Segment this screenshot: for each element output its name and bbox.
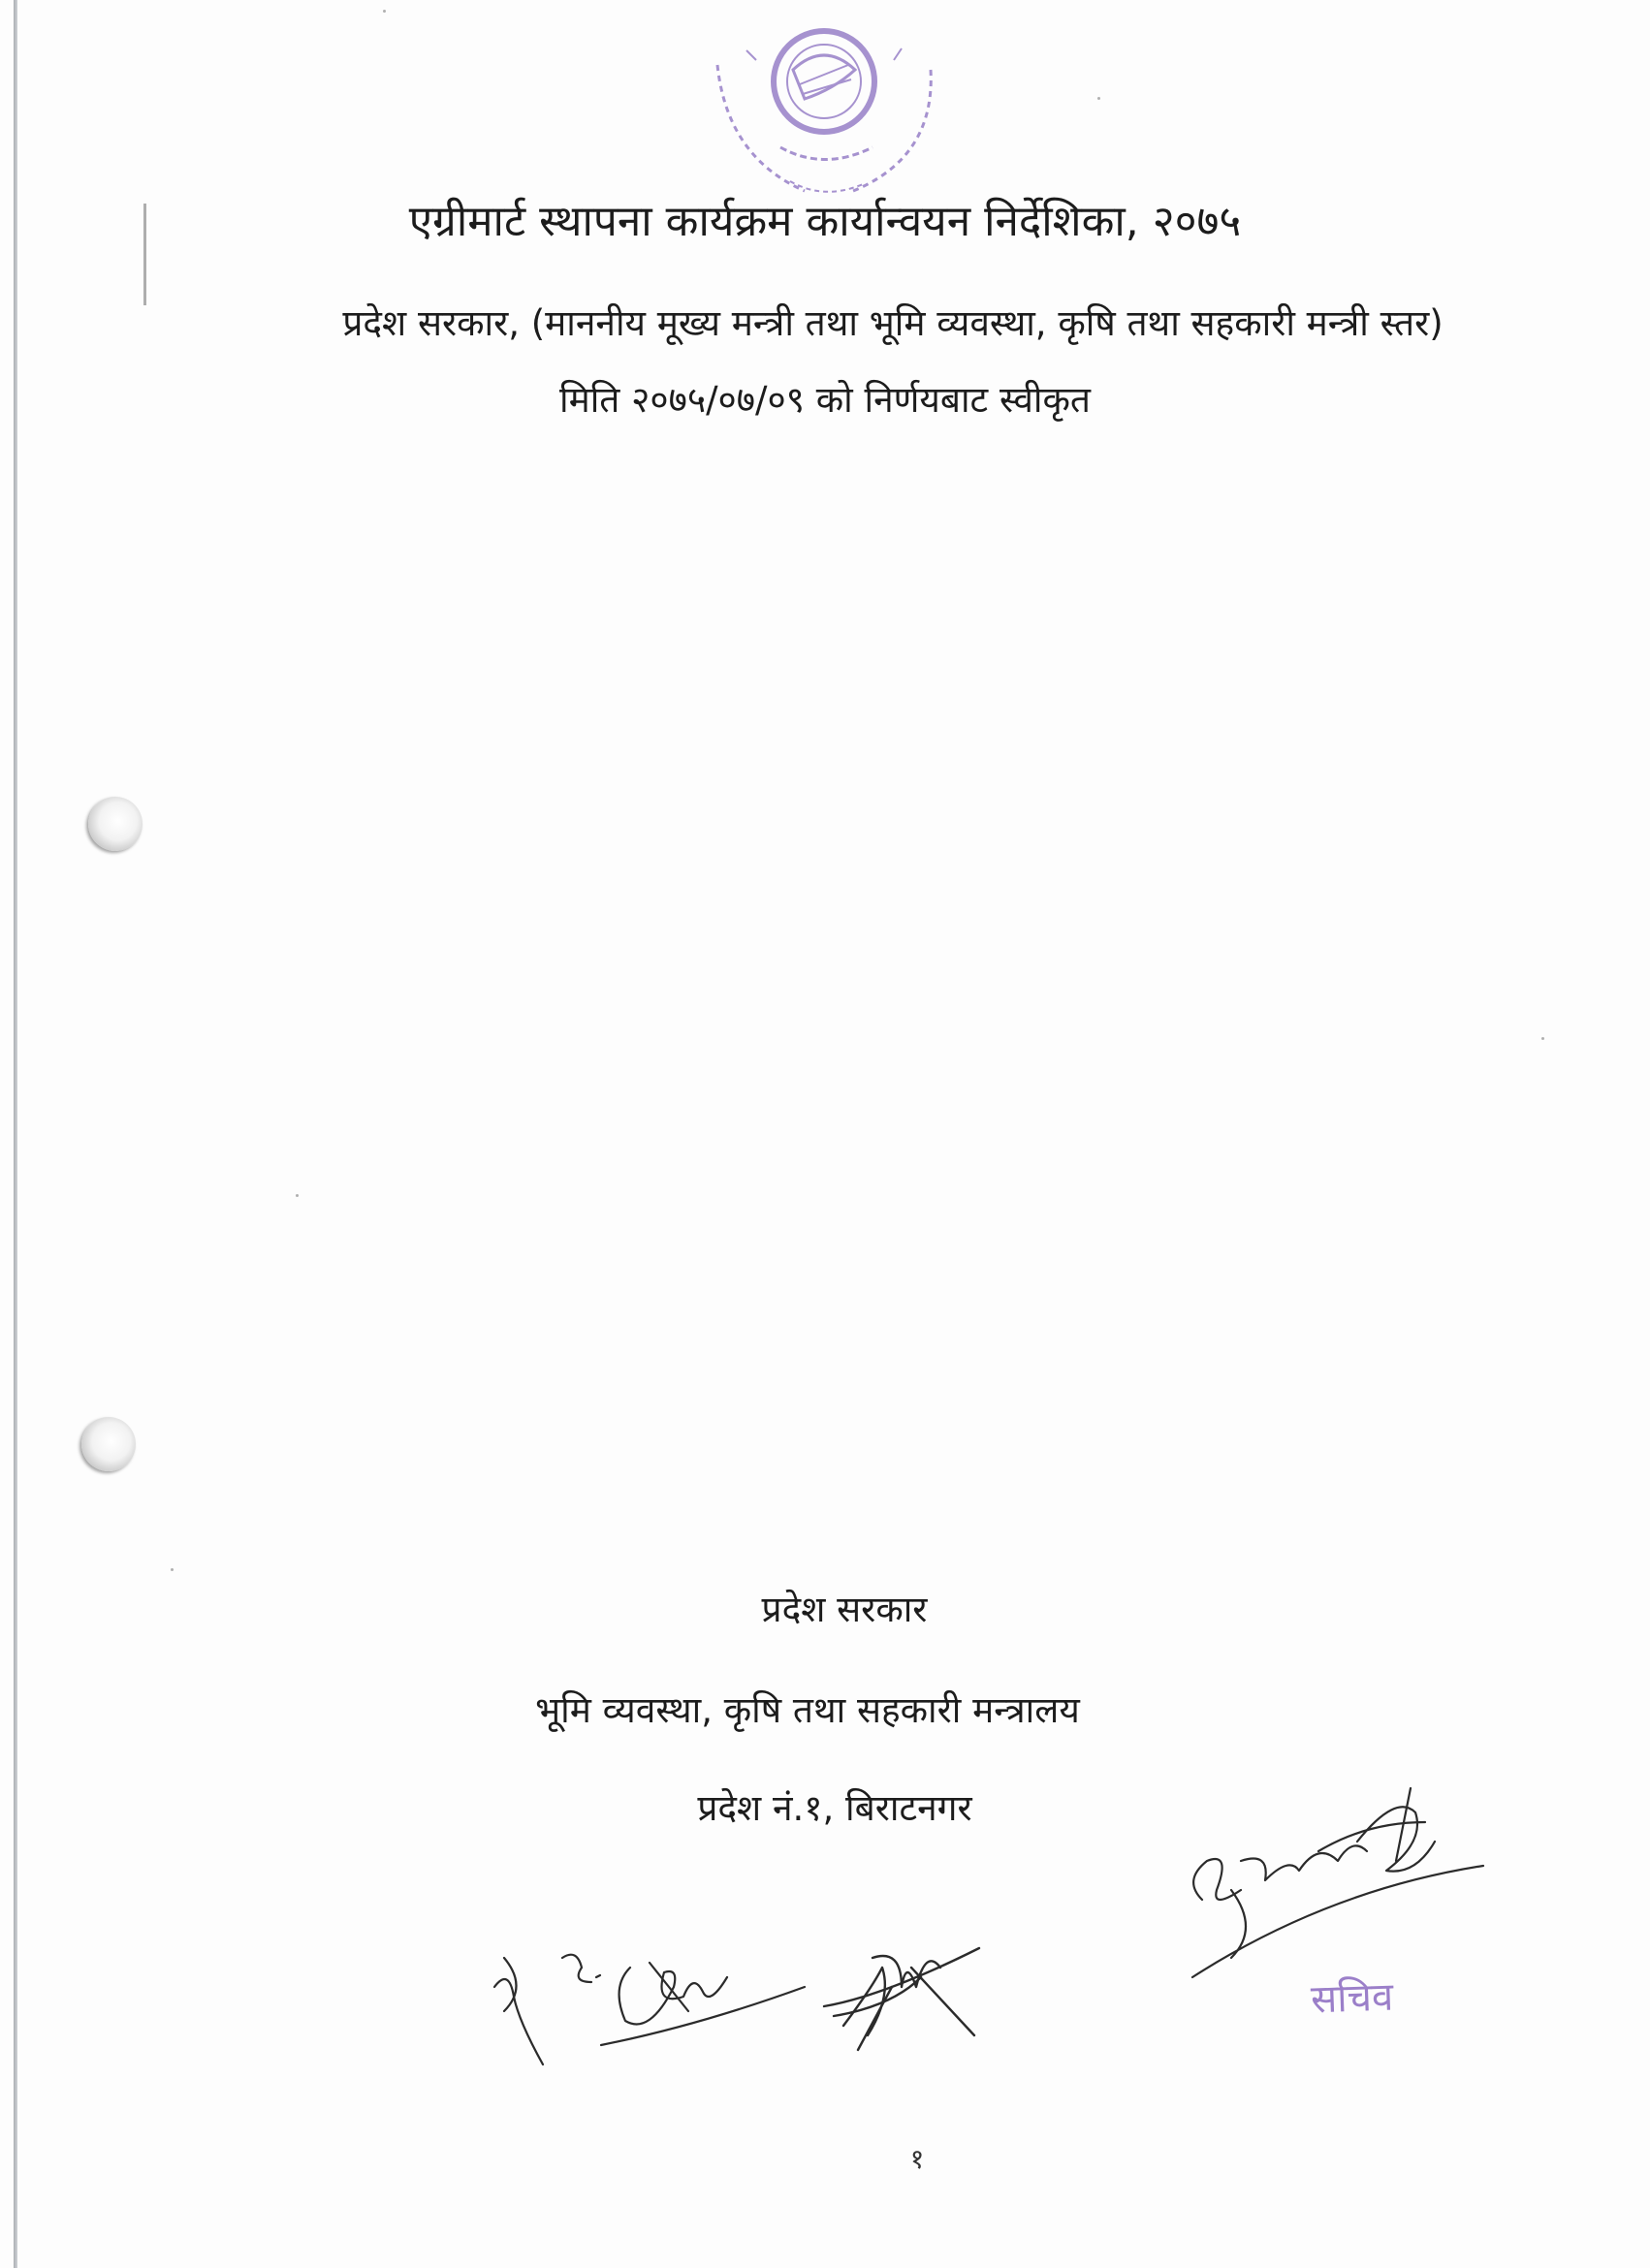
approval-date-line: मिति २०७५/०७/०९ को निर्णयबाट स्वीकृत xyxy=(558,379,1092,421)
signature-icon xyxy=(814,1929,989,2064)
punch-hole-icon xyxy=(81,1417,136,1471)
scan-speck xyxy=(171,1568,174,1571)
page-binding-edge xyxy=(14,0,17,2268)
scan-speck xyxy=(1541,1037,1544,1040)
approval-authority-line: प्रदेश सरकार, (माननीय मूख्य मन्त्री तथा भूमि व्यवस्था, कृषि तथा सहकारी मन्त्री स्तर) xyxy=(342,302,1444,344)
signature-icon xyxy=(485,1929,814,2074)
issuer-ministry: भूमि व्यवस्था, कृषि तथा सहकारी मन्त्रालय xyxy=(535,1689,1080,1731)
punch-hole-icon xyxy=(88,797,143,851)
issuer-location: प्रदेश नं.१, बिराटनगर xyxy=(697,1787,972,1829)
secretary-stamp: सचिव xyxy=(1310,1974,1394,2023)
scan-speck xyxy=(1097,97,1100,100)
document-title: एग्रीमार्ट स्थापना कार्यक्रम कार्यान्वयन निर्देशिका, २०७५ xyxy=(408,197,1242,246)
issuer-government: प्रदेश सरकार xyxy=(761,1589,928,1630)
scan-speck xyxy=(296,1194,299,1197)
scan-speck xyxy=(383,10,386,13)
page-number: १ xyxy=(909,2143,925,2175)
